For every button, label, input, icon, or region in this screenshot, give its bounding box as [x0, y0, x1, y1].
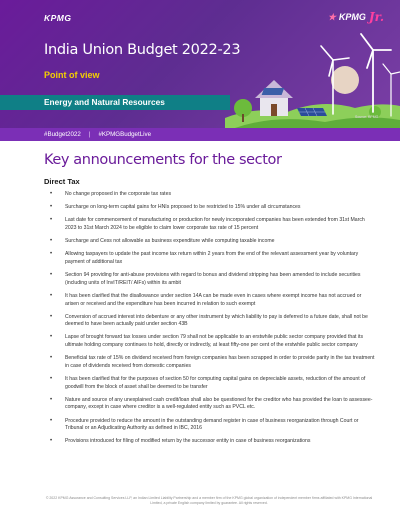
page-title: India Union Budget 2022-23	[44, 42, 241, 58]
list-item: • Surcharge on long-term capital gains for HNIs proposed to be restricted to 15% under all circumstances	[44, 204, 376, 212]
kpmg-jr-logo-kpmg: KPMG	[338, 12, 366, 22]
kpmg-jr-logo-jr: Jr.	[368, 10, 384, 24]
point-of-view-label: Point of view	[44, 70, 100, 80]
header-banner	[0, 0, 400, 128]
list-item: • It has been clarified that for the purposes of section 50 for computing capital gains on depreciable assets, reduction of the amount of goodwill from the block of asset shall be deemed to be transfer	[44, 376, 376, 391]
list-item: • Provisions introduced for filing of modified return by the successor entity in case of business reorganizations	[44, 438, 376, 446]
hashtag-separator: |	[88, 131, 91, 138]
section-subheading: Direct Tax	[44, 177, 80, 186]
list-item: • Section 94 providing for anti-abuse provisions with regard to bonus and dividend stripping has been amended to include securities (including units of InvIT/REIT/ AIFs) within its ambit	[44, 272, 376, 287]
list-item: • No change proposed in the corporate tax rates	[44, 191, 376, 199]
kpmg-logo: KPMG	[44, 13, 72, 23]
announcement-list	[44, 191, 376, 452]
wind-turbine-icon	[361, 34, 391, 112]
sector-label: Energy and Natural Resources	[44, 97, 165, 107]
list-item: • Lapse of brought forward tax losses under section 79 shall not be applicable to an erstwhile public sector company provided that its ultimate holding company continues to hold, directly or indirectly, at least fifty-one per cent of the erstwhile public sector company	[44, 334, 376, 349]
kpmg-jr-logo	[328, 10, 384, 24]
star-icon: ★	[327, 11, 336, 22]
image-credit: Source: KPMG	[355, 115, 379, 119]
list-item: • Beneficial tax rate of 15% on dividend received from foreign companies has been scrapped in order to provide parity in the tax treatment in case of dividends received from domestic companies	[44, 355, 376, 370]
list-item: • Procedure provided to reduce the amount in the outstanding demand register in case of business reorganization through Court or Tribunal or an Adjudicating Authority as defined in IBC, 2016	[44, 418, 376, 433]
list-item: • It has been clarified that the disallowance under section 14A can be made even in cases where exempt income has not accrued or arisen or received and the expenditure has been incurred in relation to such exempt	[44, 293, 376, 308]
solar-panel-icon	[297, 108, 327, 116]
hashtag-band	[0, 128, 400, 141]
section-heading: Key announcements for the sector	[44, 152, 282, 168]
hashtag-budget: #Budget2022	[44, 131, 81, 138]
footer-copyright: © 2022 KPMG Assurance and Consulting Services LLP, an Indian Limited Liability Partnership and a member firm of the KPMG global organization of independent member firms affiliated with KPMG International Limited, a private English company limited by guarantee. All rights reserved.	[45, 496, 373, 505]
renewable-energy-illustration	[225, 28, 400, 128]
list-item: • Last date for commencement of manufacturing or production for newly incorporated companies has been extended from 31st March 2023 to 31st March 2024 to be eligible to claim lower corporate tax rate of 15 percent	[44, 217, 376, 232]
sun-icon	[331, 66, 359, 94]
list-item: • Nature and source of any unexplained cash credit/loan shall also be questioned for the creditor who has provided the loan to assessee-company, except in case where creditor is a well-regulated entity such as PVCL etc.	[44, 397, 376, 412]
list-item: • Conversion of accrued interest into debenture or any other instrument by which liability to pay is deferred to a future date, shall not be deemed to have been actually paid under section 43B	[44, 314, 376, 329]
hashtag-kpmg-budget-live: #KPMGBudgetLive	[98, 131, 152, 138]
list-item: • Allowing taxpayers to update the past income tax return within 2 years from the end of the relevant assessment year by voluntary payment of additional tax	[44, 251, 376, 266]
list-item: • Surcharge and Cess not allowable as business expenditure while computing taxable income	[44, 238, 376, 246]
house-icon	[255, 80, 293, 116]
